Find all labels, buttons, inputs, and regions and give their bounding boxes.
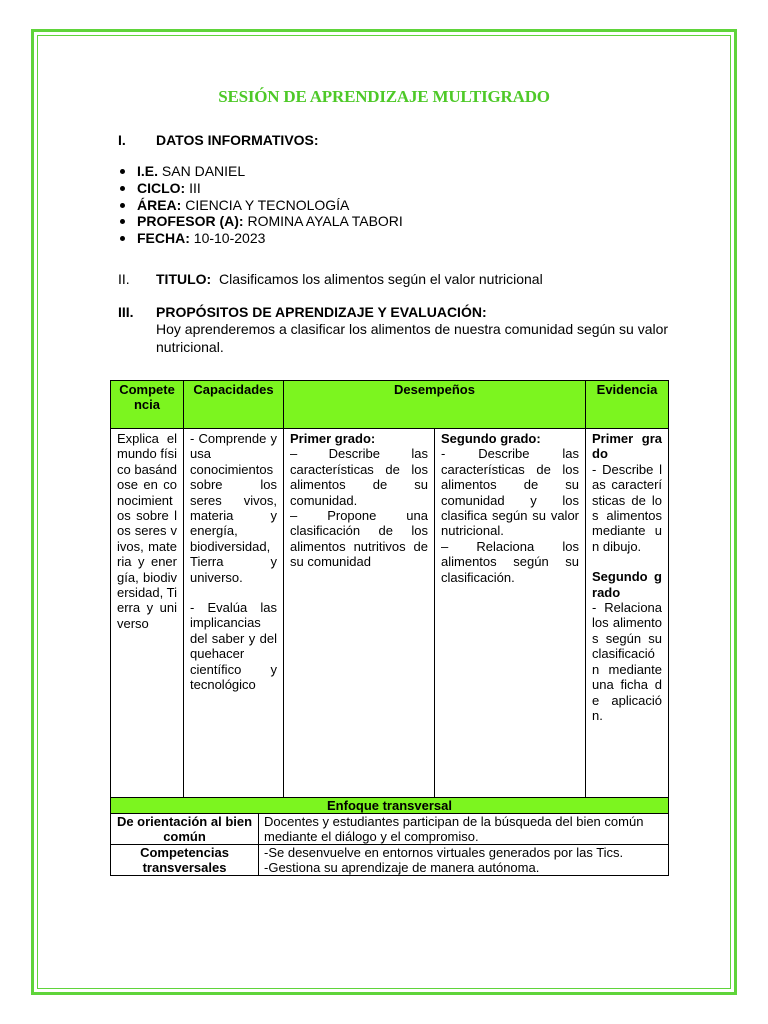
table-header-row <box>111 381 669 429</box>
document-title: SESIÓN DE APRENDIZAJE MULTIGRADO <box>218 87 550 106</box>
grade-heading: Primer grado <box>592 431 663 462</box>
header-evidencia: Evidencia <box>586 381 669 429</box>
list-item <box>118 180 403 197</box>
evidencia-cell <box>586 429 669 802</box>
info-label: I.E. <box>137 163 159 179</box>
orientation-label: De orientación al bien común <box>111 814 259 845</box>
info-label: ÁREA: <box>137 196 182 213</box>
table-row <box>111 845 669 876</box>
list-item <box>118 213 403 230</box>
header-capacidades: Capacidades <box>184 381 284 429</box>
info-value: CIENCIA Y TECNOLOGÍA <box>181 196 350 213</box>
info-value: SAN DANIEL <box>158 163 246 179</box>
info-label: FECHA: <box>137 230 190 247</box>
section-heading: DATOS INFORMATIVOS: <box>156 132 319 148</box>
transversal-heading: Enfoque transversal <box>111 798 669 814</box>
capacidad-item: - Comprende y usa conocimientos sobre los seres vivos, materia y energía, biodiversidad, Tierra y universo. <box>190 431 277 585</box>
competencias-label: Competencias transversales <box>111 845 259 876</box>
competencia-transversal-item: -Se desenvuelve en entornos virtuales generados por las Tics. <box>264 845 624 860</box>
competencias-cell <box>259 845 669 876</box>
evidencia-text: - Relaciona los alimentos según su clasificación mediante una ficha de aplicación. <box>592 600 663 723</box>
list-item <box>118 230 403 247</box>
primer-grado-cell <box>284 429 435 802</box>
desempeno-item: - Describe las características de los alimentos de su comunidad y los clasifica según su valor nutricional. <box>441 446 580 539</box>
table-row <box>111 814 669 845</box>
grade-heading: Segundo grado: <box>441 431 541 446</box>
competencia-cell: Explica el mundo físico basándose en conocimientos sobre los seres vivos, materia y energía, biodiversidad, Tierra y universo <box>111 429 184 802</box>
segundo-grado-cell <box>435 429 586 802</box>
section-number: III. <box>118 304 134 320</box>
info-value: III <box>185 179 201 196</box>
section-heading: TITULO: <box>156 271 212 287</box>
section-heading: PROPÓSITOS DE APRENDIZAJE Y EVALUACIÓN: <box>156 304 487 320</box>
grade-heading: Primer grado: <box>290 431 376 446</box>
section-heading-row <box>156 271 543 287</box>
orientation-text: Docentes y estudiantes participan de la búsqueda del bien común mediante el diálogo y el compromiso. <box>259 814 669 845</box>
info-value: ROMINA AYALA TABORI <box>243 213 403 230</box>
evidencia-text: - Describe las características de los alimentos mediante un dibujo. <box>592 461 663 554</box>
list-item <box>118 197 403 214</box>
header-competencia: Competencia <box>111 381 184 429</box>
info-list <box>118 163 403 247</box>
desempeno-item: – Describe las características de los alimentos de su comunidad. <box>290 446 428 508</box>
learning-table <box>110 380 669 802</box>
grade-heading: Segundo grado <box>592 569 663 600</box>
info-label: PROFESOR (A): <box>137 213 244 230</box>
desempeno-item: – Propone una clasificación de los alimentos nutritivos de su comunidad <box>290 508 428 570</box>
section-number: I. <box>118 132 126 148</box>
table-row <box>111 798 669 814</box>
header-desempenos: Desempeños <box>284 381 586 429</box>
desempeno-item: – Relaciona los alimentos según su clasificación. <box>441 538 580 585</box>
capacidades-cell <box>184 429 284 802</box>
transversal-table <box>110 797 669 876</box>
info-label: CICLO: <box>137 179 186 196</box>
section-number: II. <box>118 271 130 287</box>
list-item <box>118 163 403 180</box>
competencia-transversal-item: -Gestiona su aprendizaje de manera autónoma. <box>264 860 540 875</box>
info-value: 10-10-2023 <box>189 230 266 247</box>
table-row <box>111 429 669 802</box>
capacidad-item: - Evalúa las implicancias del saber y del quehacer científico y tecnológico <box>190 600 277 693</box>
purpose-text: Hoy aprenderemos a clasificar los alimentos de nuestra comunidad según su valor nutricional. <box>156 321 669 355</box>
session-title-value: Clasificamos los alimentos según el valor nutricional <box>211 271 543 287</box>
